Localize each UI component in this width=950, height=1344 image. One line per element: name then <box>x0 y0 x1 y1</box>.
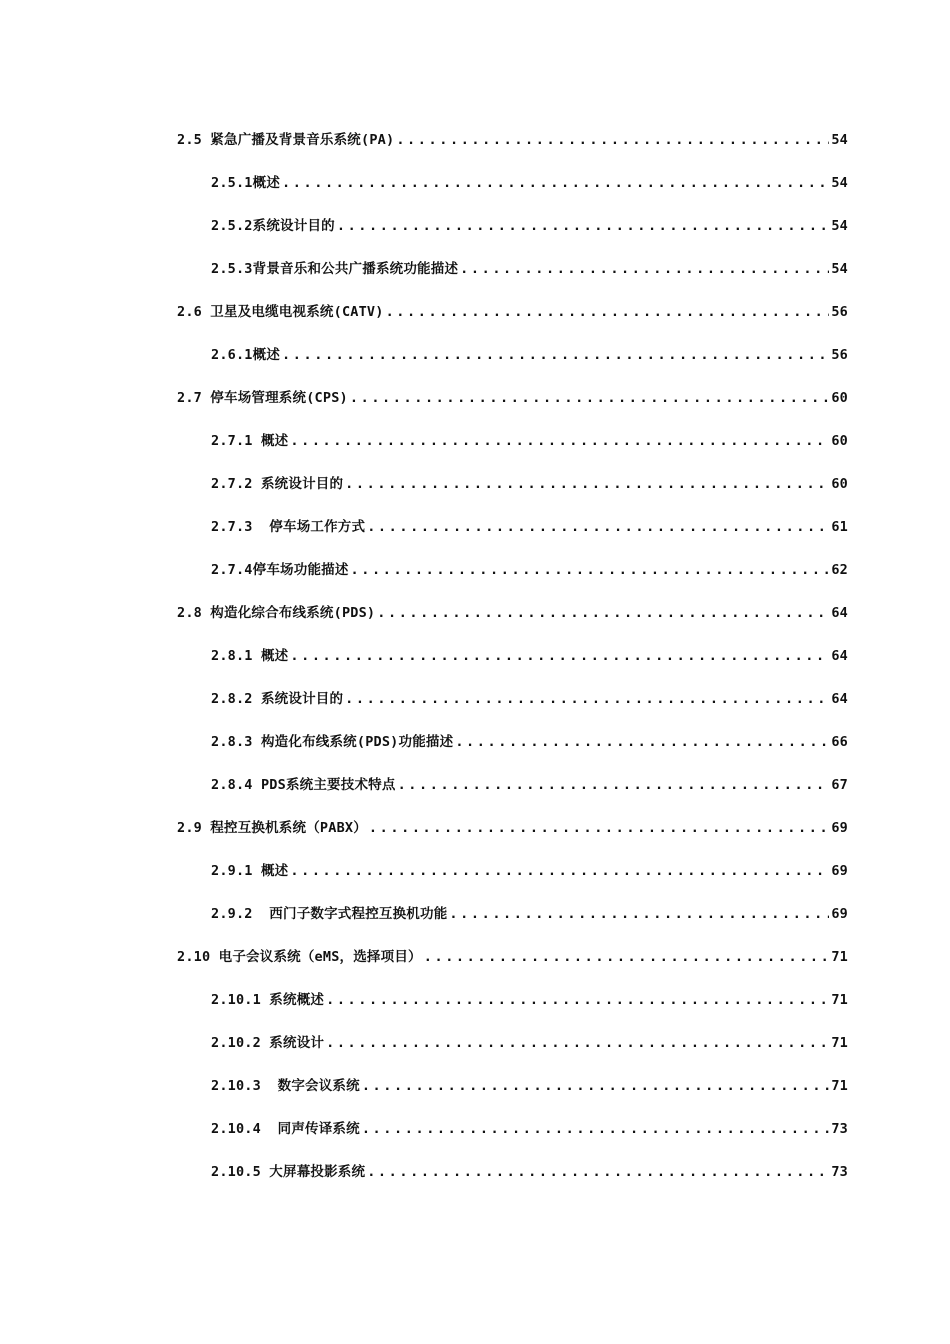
toc-page-number: 61 <box>831 518 848 535</box>
toc-entry[interactable] <box>0 374 950 417</box>
toc-dot-leader <box>362 1078 830 1094</box>
toc-dot-leader <box>345 476 829 492</box>
toc-dot-leader <box>369 820 829 836</box>
toc-entry[interactable] <box>0 933 950 976</box>
toc-entry-title: 2.10.2 系统设计 <box>211 1034 325 1051</box>
table-of-contents <box>0 116 950 1191</box>
toc-entry-title: 2.10 电子会议系统（eMS，选择项目） <box>177 948 422 965</box>
toc-entry[interactable] <box>0 675 950 718</box>
toc-page-number: 54 <box>831 217 848 234</box>
toc-entry-title: 2.8.1 概述 <box>211 647 289 664</box>
toc-entry[interactable] <box>0 632 950 675</box>
toc-dot-leader <box>362 1121 830 1137</box>
toc-dot-leader <box>398 777 830 793</box>
toc-entry-title: 2.5.2系统设计目的 <box>211 217 335 234</box>
toc-entry[interactable] <box>0 288 950 331</box>
toc-page-number: 60 <box>831 432 848 449</box>
toc-page-number: 60 <box>831 475 848 492</box>
toc-page-number: 64 <box>831 604 848 621</box>
toc-entry-title: 2.5.3背景音乐和公共广播系统功能描述 <box>211 260 459 277</box>
toc-page-number: 71 <box>831 948 848 965</box>
toc-dot-leader <box>455 734 829 750</box>
toc-page-number: 67 <box>831 776 848 793</box>
toc-entry[interactable] <box>0 976 950 1019</box>
toc-entry[interactable] <box>0 503 950 546</box>
toc-entry-title: 2.7 停车场管理系统(CPS) <box>177 389 348 406</box>
toc-page-number: 69 <box>831 819 848 836</box>
toc-entry[interactable] <box>0 417 950 460</box>
toc-page-number: 64 <box>831 647 848 664</box>
toc-entry[interactable] <box>0 589 950 632</box>
toc-dot-leader <box>386 304 830 320</box>
toc-entry-title: 2.6 卫星及电缆电视系统(CATV) <box>177 303 384 320</box>
toc-entry-title: 2.10.3 数字会议系统 <box>211 1077 360 1094</box>
toc-dot-leader <box>449 906 829 922</box>
toc-entry-title: 2.6.1概述 <box>211 346 281 363</box>
toc-dot-leader <box>345 691 829 707</box>
toc-entry-title: 2.9 程控互换机系统（PABX） <box>177 819 367 836</box>
toc-entry[interactable] <box>0 1105 950 1148</box>
toc-page-number: 66 <box>831 733 848 750</box>
toc-entry[interactable] <box>0 1148 950 1191</box>
toc-page-number: 62 <box>831 561 848 578</box>
toc-page-number: 64 <box>831 690 848 707</box>
toc-page-number: 71 <box>831 1034 848 1051</box>
toc-page-number: 71 <box>831 991 848 1008</box>
toc-entry-title: 2.10.5 大屏幕投影系统 <box>211 1163 366 1180</box>
toc-page-number: 69 <box>831 905 848 922</box>
toc-entry-title: 2.7.4停车场功能描述 <box>211 561 349 578</box>
toc-entry-title: 2.8.3 构造化布线系统(PDS)功能描述 <box>211 733 454 750</box>
toc-entry[interactable] <box>0 202 950 245</box>
toc-entry[interactable] <box>0 245 950 288</box>
toc-entry-title: 2.9.1 概述 <box>211 862 289 879</box>
toc-dot-leader <box>282 347 829 363</box>
toc-entry-title: 2.8.4 PDS系统主要技术特点 <box>211 776 396 793</box>
toc-dot-leader <box>290 648 829 664</box>
toc-entry-title: 2.9.2 西门子数字式程控互换机功能 <box>211 905 448 922</box>
toc-entry[interactable] <box>0 761 950 804</box>
toc-dot-leader <box>367 519 829 535</box>
toc-page-number: 73 <box>831 1120 848 1137</box>
toc-page-number: 56 <box>831 303 848 320</box>
toc-page-number: 60 <box>831 389 848 406</box>
toc-page-number: 54 <box>831 174 848 191</box>
toc-entry-title: 2.7.1 概述 <box>211 432 289 449</box>
toc-entry[interactable] <box>0 847 950 890</box>
toc-dot-leader <box>396 132 829 148</box>
toc-entry[interactable] <box>0 890 950 933</box>
toc-dot-leader <box>367 1164 829 1180</box>
toc-page-number: 54 <box>831 131 848 148</box>
toc-page-number: 71 <box>831 1077 848 1094</box>
toc-entry-title: 2.7.2 系统设计目的 <box>211 475 344 492</box>
toc-dot-leader <box>282 175 829 191</box>
toc-entry-title: 2.10.1 系统概述 <box>211 991 325 1008</box>
toc-entry[interactable] <box>0 159 950 202</box>
toc-dot-leader <box>460 261 829 277</box>
toc-dot-leader <box>424 949 830 965</box>
toc-entry[interactable] <box>0 116 950 159</box>
toc-dot-leader <box>290 433 829 449</box>
toc-entry[interactable] <box>0 1019 950 1062</box>
toc-entry-title: 2.5 紧急广播及背景音乐系统(PA) <box>177 131 395 148</box>
toc-dot-leader <box>337 218 830 234</box>
toc-entry-title: 2.7.3 停车场工作方式 <box>211 518 366 535</box>
toc-page-number: 54 <box>831 260 848 277</box>
toc-dot-leader <box>350 390 829 406</box>
toc-entry[interactable] <box>0 460 950 503</box>
toc-entry-title: 2.8.2 系统设计目的 <box>211 690 344 707</box>
toc-entry[interactable] <box>0 331 950 374</box>
toc-entry[interactable] <box>0 804 950 847</box>
toc-dot-leader <box>326 1035 829 1051</box>
toc-entry[interactable] <box>0 1062 950 1105</box>
toc-dot-leader <box>377 605 829 621</box>
toc-dot-leader <box>351 562 830 578</box>
toc-dot-leader <box>290 863 829 879</box>
toc-page-number: 73 <box>831 1163 848 1180</box>
toc-entry-title: 2.5.1概述 <box>211 174 281 191</box>
toc-entry-title: 2.10.4 同声传译系统 <box>211 1120 360 1137</box>
toc-page-number: 56 <box>831 346 848 363</box>
toc-page-number: 69 <box>831 862 848 879</box>
toc-dot-leader <box>326 992 829 1008</box>
toc-entry[interactable] <box>0 546 950 589</box>
toc-entry-title: 2.8 构造化综合布线系统(PDS) <box>177 604 376 621</box>
toc-entry[interactable] <box>0 718 950 761</box>
